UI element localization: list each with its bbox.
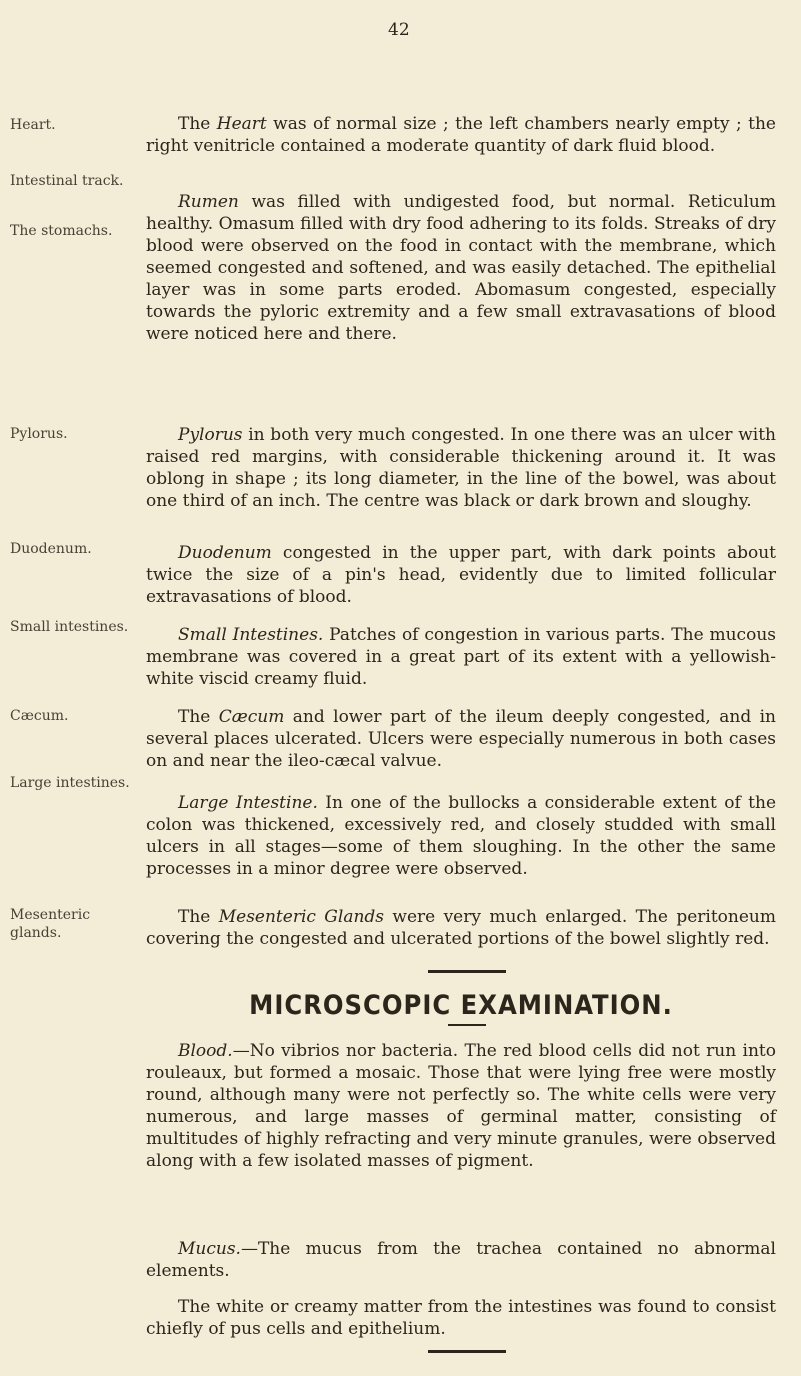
mucus-term: Mucus.: [178, 1239, 241, 1259]
duodenum-term: Duodenum: [178, 543, 272, 563]
paragraph-duodenum: [146, 542, 776, 608]
sidenote-caecum: Cæcum.: [10, 708, 69, 724]
paragraph-mesenteric: [146, 906, 776, 950]
rumen-term: Rumen: [178, 192, 239, 212]
sidenote-small-intestines: Small intestines.: [10, 619, 129, 635]
mesenteric-lead: The: [178, 907, 219, 927]
sidenote-duodenum: Duodenum.: [10, 541, 92, 557]
sidenote-heart: Heart.: [10, 117, 56, 133]
paragraph-blood: [146, 1040, 776, 1172]
mucus-text: —The mucus from the trachea contained no abnormal elements.: [146, 1239, 776, 1281]
small-term: Small Intestines.: [178, 625, 324, 645]
heart-text: was of normal size ; the left chambers nearly empty ; the right venitricle contained a moderate quantity of dark fluid blood.: [146, 114, 776, 156]
rumen-text: was filled with undigested food, but normal. Reticulum healthy. Omasum filled with dry food adhering to its folds. Streaks of dry blood were observed on the food in contact with the membrane, which seemed congested and softened, and was easily detached. The epithelial layer was in some parts eroded. Abomasum congested, especially towards the pyloric extremity and a few small extravasations of blood were noticed here and there.: [146, 192, 776, 344]
white-text: The white or creamy matter from the intestines was found to consist chiefly of pus cells and epithelium.: [146, 1297, 776, 1339]
paragraph-caecum: [146, 706, 776, 772]
sidenote-mesenteric: Mesenteric glands.: [10, 907, 91, 941]
sidenote-stomachs: The stomachs.: [10, 223, 113, 239]
paragraph-pylorus: [146, 424, 776, 512]
blood-text: —No vibrios nor bacteria. The red blood cells did not run into rouleaux, but formed a mosaic. Those that were lying free were mostly round, although many were not perfectly so. The white cells were very numerous, and large masses of germinal matter, consisting of multitudes of highly refracting and very minute granules, were observed along with a few isolated masses of pigment.: [146, 1041, 776, 1171]
paragraph-large-intestine: [146, 792, 776, 880]
closing-rule: [428, 1350, 506, 1353]
heart-term: Heart: [216, 114, 267, 134]
caecum-text: and lower part of the ileum deeply congested, and in several places ulcerated. Ulcers were especially numerous in both cases on and near the ileo-cæcal valvue.: [146, 707, 776, 771]
paragraph-mucus: [146, 1238, 776, 1282]
small-text: Patches of congestion in various parts. The mucous membrane was covered in a great part of its extent with a yellowish-white viscid creamy fluid.: [146, 625, 776, 689]
heart-lead: The: [178, 114, 217, 134]
paragraph-heart: [146, 113, 776, 157]
paragraph-rumen: [146, 191, 776, 345]
large-text: In one of the bullocks a considerable extent of the colon was thickened, excessively red, and closely studded with small ulcers in all stages—some of them sloughing. In the other the same processes in a minor degree were observed.: [146, 793, 777, 879]
pylorus-term: Pylorus: [178, 425, 243, 445]
paragraph-white-matter: [146, 1296, 776, 1340]
sidenote-pylorus: Pylorus.: [10, 426, 68, 442]
duodenum-text: congested in the upper part, with dark points about twice the size of a pin's head, evidently due to limited follicular extravasations of blood.: [146, 543, 776, 607]
section-rule-top: [428, 970, 506, 973]
pylorus-text: in both very much congested. In one there was an ulcer with raised red margins, with considerable thickening around it. It was oblong in shape ; its long diameter, in the line of the bowel, was about one third of an inch. The centre was black or dark brown and sloughy.: [146, 425, 776, 511]
caecum-term: Cæcum: [218, 707, 285, 727]
sidenote-large-intestines: Large intestines.: [10, 775, 130, 791]
large-term: Large Intestine.: [178, 793, 318, 813]
mesenteric-term: Mesenteric Glands: [218, 907, 385, 927]
sidenote-intestinal-track: Intestinal track.: [10, 173, 124, 189]
paragraph-small-intestines: [146, 624, 776, 690]
section-title: MICROSCOPIC EXAMINATION.: [249, 990, 673, 1021]
blood-term: Blood.: [178, 1041, 233, 1061]
mesenteric-text: were very much enlarged. The peritoneum covering the congested and ulcerated portions of the bowel slightly red.: [146, 907, 776, 949]
caecum-lead: The: [178, 707, 219, 727]
page-number: 42: [388, 20, 410, 40]
section-rule-under: [448, 1024, 486, 1026]
